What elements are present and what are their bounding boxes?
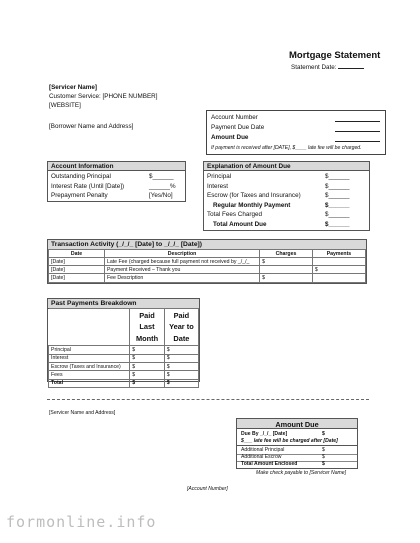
past-payments-panel bbox=[47, 298, 200, 387]
past-payment-row bbox=[49, 379, 199, 387]
col-description: Description bbox=[104, 250, 259, 258]
account-info-label: Outstanding Principal bbox=[51, 173, 111, 180]
past-payment-label: Interest bbox=[49, 354, 130, 362]
payment-due-date-line bbox=[335, 131, 380, 132]
amount-due-item-label: Principal bbox=[207, 173, 232, 180]
transaction-charges: $ bbox=[260, 274, 313, 282]
past-payment-last-month: $ bbox=[130, 379, 165, 387]
account-number-line bbox=[335, 121, 380, 122]
past-payment-year-to-date: $ bbox=[164, 363, 198, 371]
account-info-value: [Yes/No] bbox=[149, 192, 173, 199]
coupon-due-by: Due By _/_/_ [Date] bbox=[241, 431, 288, 437]
transaction-description: Payment Received – Thank you bbox=[104, 266, 259, 274]
amount-due-item-label: Escrow (for Taxes and Insurance) bbox=[207, 192, 301, 200]
coupon-row-label: Additional Escrow bbox=[241, 454, 282, 460]
past-payment-year-to-date: $ bbox=[164, 346, 198, 354]
transaction-description: Late Fee (charged because full payment not received by _/_/_ bbox=[104, 258, 259, 266]
col-date: Date bbox=[49, 250, 105, 258]
amount-due-item-value: $______ bbox=[325, 182, 350, 190]
servicer-website: [WEBSITE] bbox=[49, 102, 81, 109]
past-payment-row bbox=[49, 354, 199, 362]
past-payment-last-month: $ bbox=[130, 354, 165, 362]
amount-due-item-value: $______ bbox=[325, 221, 350, 228]
amount-due-item-value: $______ bbox=[325, 173, 350, 180]
customer-service: Customer Service: [PHONE NUMBER] bbox=[49, 93, 158, 100]
transaction-description: Fee Description bbox=[104, 274, 259, 282]
transaction-activity-panel bbox=[47, 239, 367, 284]
amount-due-item-label: Total Fees Charged bbox=[207, 211, 262, 219]
servicer-name: [Servicer Name] bbox=[49, 84, 97, 91]
coupon-due-by-value: $ bbox=[322, 431, 325, 437]
statement-date-label: Statement Date: bbox=[291, 64, 364, 71]
coupon-title: Amount Due bbox=[275, 419, 319, 429]
transaction-date: [Date] bbox=[49, 266, 105, 274]
past-payment-last-month: $ bbox=[130, 363, 165, 371]
col-payments: Payments bbox=[312, 250, 365, 258]
past-payments-title: Past Payments Breakdown bbox=[48, 299, 199, 309]
transaction-date: [Date] bbox=[49, 274, 105, 282]
statement-title: Mortgage Statement bbox=[289, 50, 381, 61]
coupon-row-value: $ bbox=[322, 454, 325, 460]
past-payment-year-to-date: $ bbox=[164, 379, 198, 387]
coupon-row-label: Additional Principal bbox=[241, 447, 285, 453]
account-info-value: $______ bbox=[149, 173, 174, 180]
past-payment-label: Total bbox=[49, 379, 130, 387]
transaction-activity-title: Transaction Activity (_/_/_ [Date] to _/_/_ [Date]) bbox=[48, 240, 366, 250]
coupon-servicer: [Servicer Name and Address] bbox=[49, 410, 116, 416]
watermark: formonline.info bbox=[6, 513, 157, 531]
account-number-label: Account Number bbox=[211, 114, 258, 121]
account-info-label: Prepayment Penalty bbox=[51, 192, 108, 199]
coupon-amount-due-box bbox=[236, 418, 358, 469]
transaction-charges bbox=[260, 266, 313, 274]
coupon-row-label: Total Amount Enclosed bbox=[241, 461, 298, 467]
amount-due-item-value: $______ bbox=[325, 211, 350, 219]
coupon-row-value: $ bbox=[322, 461, 325, 467]
transaction-row bbox=[49, 258, 366, 266]
coupon-account-number: [Account Number] bbox=[187, 486, 228, 492]
past-payment-last-month: $ bbox=[130, 371, 165, 379]
col-charges: Charges bbox=[260, 250, 313, 258]
account-summary-box bbox=[206, 110, 386, 155]
past-payment-row bbox=[49, 363, 199, 371]
past-payment-year-to-date: $ bbox=[164, 354, 198, 362]
past-payment-label: Fees bbox=[49, 371, 130, 379]
account-information-panel bbox=[47, 161, 186, 202]
past-payment-row bbox=[49, 346, 199, 354]
amount-due-item-label: Regular Monthly Payment bbox=[213, 201, 291, 209]
transaction-charges: $ bbox=[260, 258, 313, 266]
past-payment-last-month: $ bbox=[130, 346, 165, 354]
amount-due-label: Amount Due bbox=[211, 134, 249, 141]
past-payment-row bbox=[49, 371, 199, 379]
col-paid-last-month: Paid Last Month bbox=[130, 309, 165, 346]
transaction-payments bbox=[312, 258, 365, 266]
borrower-address: [Borrower Name and Address] bbox=[49, 123, 134, 130]
transaction-row bbox=[49, 274, 366, 282]
transaction-table bbox=[48, 249, 366, 283]
past-payment-year-to-date: $ bbox=[164, 371, 198, 379]
payment-due-date-label: Payment Due Date bbox=[211, 124, 265, 131]
amount-due-item-label: Total Amount Due bbox=[213, 221, 267, 228]
amount-due-item-label: Interest bbox=[207, 182, 228, 190]
account-information-title: Account Information bbox=[48, 162, 185, 171]
amount-due-item-value: $______ bbox=[325, 201, 350, 209]
col-paid-year-to-date: Paid Year to Date bbox=[164, 309, 198, 346]
amount-due-line bbox=[335, 141, 380, 142]
transaction-date: [Date] bbox=[49, 258, 105, 266]
coupon-late-fee: $___ late fee will be charged after [Date] bbox=[241, 438, 338, 444]
amount-due-explanation-panel bbox=[203, 161, 370, 231]
coupon-payable: Make check payable to [Servicer Name] bbox=[256, 470, 347, 476]
transaction-payments: $ bbox=[312, 266, 365, 274]
transaction-row bbox=[49, 266, 366, 274]
amount-due-item-value: $______ bbox=[325, 192, 350, 200]
past-payments-table bbox=[48, 308, 199, 388]
account-info-value: ______% bbox=[149, 182, 176, 190]
detach-line bbox=[47, 399, 369, 400]
past-payment-label: Escrow (Taxes and Insurance) bbox=[49, 363, 130, 371]
account-info-label: Interest Rate (Until [Date]) bbox=[51, 182, 125, 190]
amount-due-explanation-title: Explanation of Amount Due bbox=[204, 162, 369, 171]
coupon-row-value: $ bbox=[322, 447, 325, 453]
transaction-payments bbox=[312, 274, 365, 282]
past-payment-label: Principal bbox=[49, 346, 130, 354]
late-fee-note: If payment is received after [DATE], $____ late fee will be charged. bbox=[211, 145, 362, 151]
